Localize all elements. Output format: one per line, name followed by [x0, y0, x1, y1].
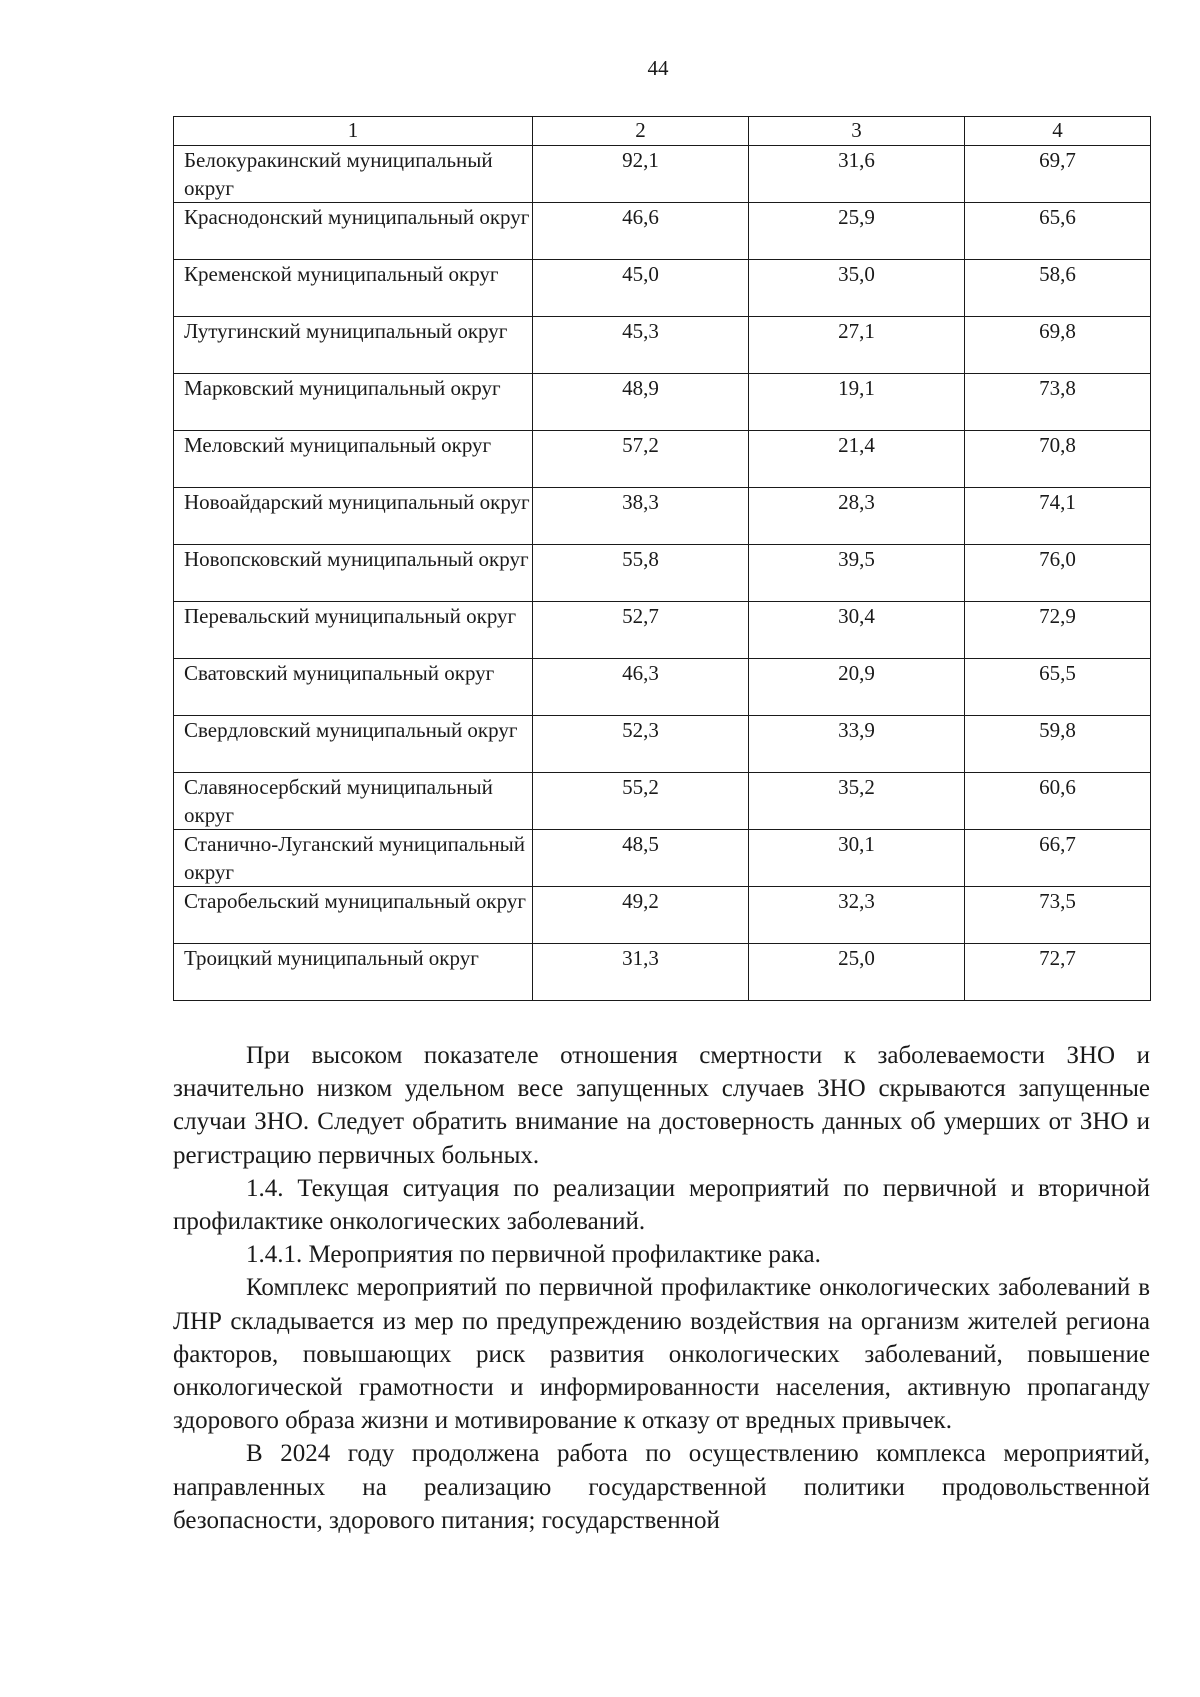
- value-col2: 31,3: [533, 944, 749, 1001]
- value-col4: 73,5: [965, 887, 1151, 944]
- value-col2: 46,3: [533, 659, 749, 716]
- district-name: Марковский муниципальный округ: [174, 374, 533, 431]
- district-name: Сватовский муниципальный округ: [174, 659, 533, 716]
- table-row: [174, 488, 1151, 545]
- value-col4: 74,1: [965, 488, 1151, 545]
- value-col3: 21,4: [749, 431, 965, 488]
- value-col4: 72,7: [965, 944, 1151, 1001]
- district-name: Новоайдарский муниципальный округ: [174, 488, 533, 545]
- body-text: [173, 1039, 1150, 1537]
- table-row: [174, 716, 1151, 773]
- value-col2: 38,3: [533, 488, 749, 545]
- value-col4: 58,6: [965, 260, 1151, 317]
- value-col2: 55,8: [533, 545, 749, 602]
- paragraph: При высоком показателе отношения смертности к заболеваемости ЗНО и значительно низком удельном весе запущенных случаев ЗНО скрываются запущенные случаи ЗНО. Следует обратить внимание на достоверность данных об умерших от ЗНО и регистрацию первичных больных.: [173, 1042, 1150, 1169]
- value-col3: 35,2: [749, 773, 965, 830]
- value-col2: 45,0: [533, 260, 749, 317]
- column-header: 1: [174, 117, 533, 146]
- table-row: [174, 317, 1151, 374]
- district-name: Станично-Луганский муниципальный округ: [174, 830, 533, 887]
- column-header: 2: [533, 117, 749, 146]
- value-col2: 52,3: [533, 716, 749, 773]
- district-name: Белокуракинский муниципальный округ: [174, 146, 533, 203]
- table-row: [174, 773, 1151, 830]
- statistics-table: [173, 116, 1151, 1001]
- value-col4: 69,8: [965, 317, 1151, 374]
- value-col3: 33,9: [749, 716, 965, 773]
- value-col2: 52,7: [533, 602, 749, 659]
- value-col3: 28,3: [749, 488, 965, 545]
- district-name: Троицкий муниципальный округ: [174, 944, 533, 1001]
- value-col4: 69,7: [965, 146, 1151, 203]
- value-col4: 59,8: [965, 716, 1151, 773]
- value-col2: 49,2: [533, 887, 749, 944]
- district-name: Меловский муниципальный округ: [174, 431, 533, 488]
- table-row: [174, 146, 1151, 203]
- value-col2: 48,5: [533, 830, 749, 887]
- table-row: [174, 545, 1151, 602]
- district-name: Славяносербский муниципальный округ: [174, 773, 533, 830]
- column-header: 3: [749, 117, 965, 146]
- value-col3: 27,1: [749, 317, 965, 374]
- value-col3: 19,1: [749, 374, 965, 431]
- value-col2: 92,1: [533, 146, 749, 203]
- value-col4: 76,0: [965, 545, 1151, 602]
- value-col4: 66,7: [965, 830, 1151, 887]
- district-name: Новопсковский муниципальный округ: [174, 545, 533, 602]
- table-row: [174, 830, 1151, 887]
- district-name: Свердловский муниципальный округ: [174, 716, 533, 773]
- value-col3: 25,9: [749, 203, 965, 260]
- district-name: Перевальский муниципальный округ: [174, 602, 533, 659]
- district-name: Краснодонский муниципальный округ: [174, 203, 533, 260]
- table-row: [174, 887, 1151, 944]
- paragraph: В 2024 году продолжена работа по осуществлению комплекса мероприятий, направленных на реализацию государственной политики продовольственной безопасности, здорового питания; государственной: [173, 1440, 1150, 1534]
- value-col2: 48,9: [533, 374, 749, 431]
- value-col3: 25,0: [749, 944, 965, 1001]
- value-col2: 57,2: [533, 431, 749, 488]
- table-row: [174, 944, 1151, 1001]
- value-col3: 39,5: [749, 545, 965, 602]
- value-col4: 65,6: [965, 203, 1151, 260]
- table-row: [174, 602, 1151, 659]
- district-name: Кременской муниципальный округ: [174, 260, 533, 317]
- value-col4: 70,8: [965, 431, 1151, 488]
- table-row: [174, 659, 1151, 716]
- value-col3: 35,0: [749, 260, 965, 317]
- paragraph: Комплекс мероприятий по первичной профилактике онкологических заболеваний в ЛНР складывается из мер по предупреждению воздействия на организм жителей региона факторов, повышающих риск развития онкологических заболеваний, повышение онкологической грамотности и информированности населения, активную пропаганду здорового образа жизни и мотивирование к отказу от вредных привычек.: [173, 1274, 1150, 1435]
- paragraph: 1.4. Текущая ситуация по реализации мероприятий по первичной и вторичной профилактике онкологических заболеваний.: [173, 1174, 1150, 1236]
- value-col4: 60,6: [965, 773, 1151, 830]
- table-header-row: [174, 117, 1151, 146]
- table-row: [174, 374, 1151, 431]
- value-col2: 46,6: [533, 203, 749, 260]
- value-col4: 65,5: [965, 659, 1151, 716]
- value-col4: 72,9: [965, 602, 1151, 659]
- value-col3: 32,3: [749, 887, 965, 944]
- value-col3: 31,6: [749, 146, 965, 203]
- value-col3: 30,1: [749, 830, 965, 887]
- value-col3: 20,9: [749, 659, 965, 716]
- value-col4: 73,8: [965, 374, 1151, 431]
- paragraph: 1.4.1. Мероприятия по первичной профилактике рака.: [246, 1241, 821, 1269]
- value-col2: 45,3: [533, 317, 749, 374]
- table-row: [174, 431, 1151, 488]
- page-number: 44: [647, 56, 669, 80]
- value-col2: 55,2: [533, 773, 749, 830]
- table-row: [174, 203, 1151, 260]
- district-name: Лутугинский муниципальный округ: [174, 317, 533, 374]
- district-name: Старобельский муниципальный округ: [174, 887, 533, 944]
- column-header: 4: [965, 117, 1151, 146]
- table-row: [174, 260, 1151, 317]
- value-col3: 30,4: [749, 602, 965, 659]
